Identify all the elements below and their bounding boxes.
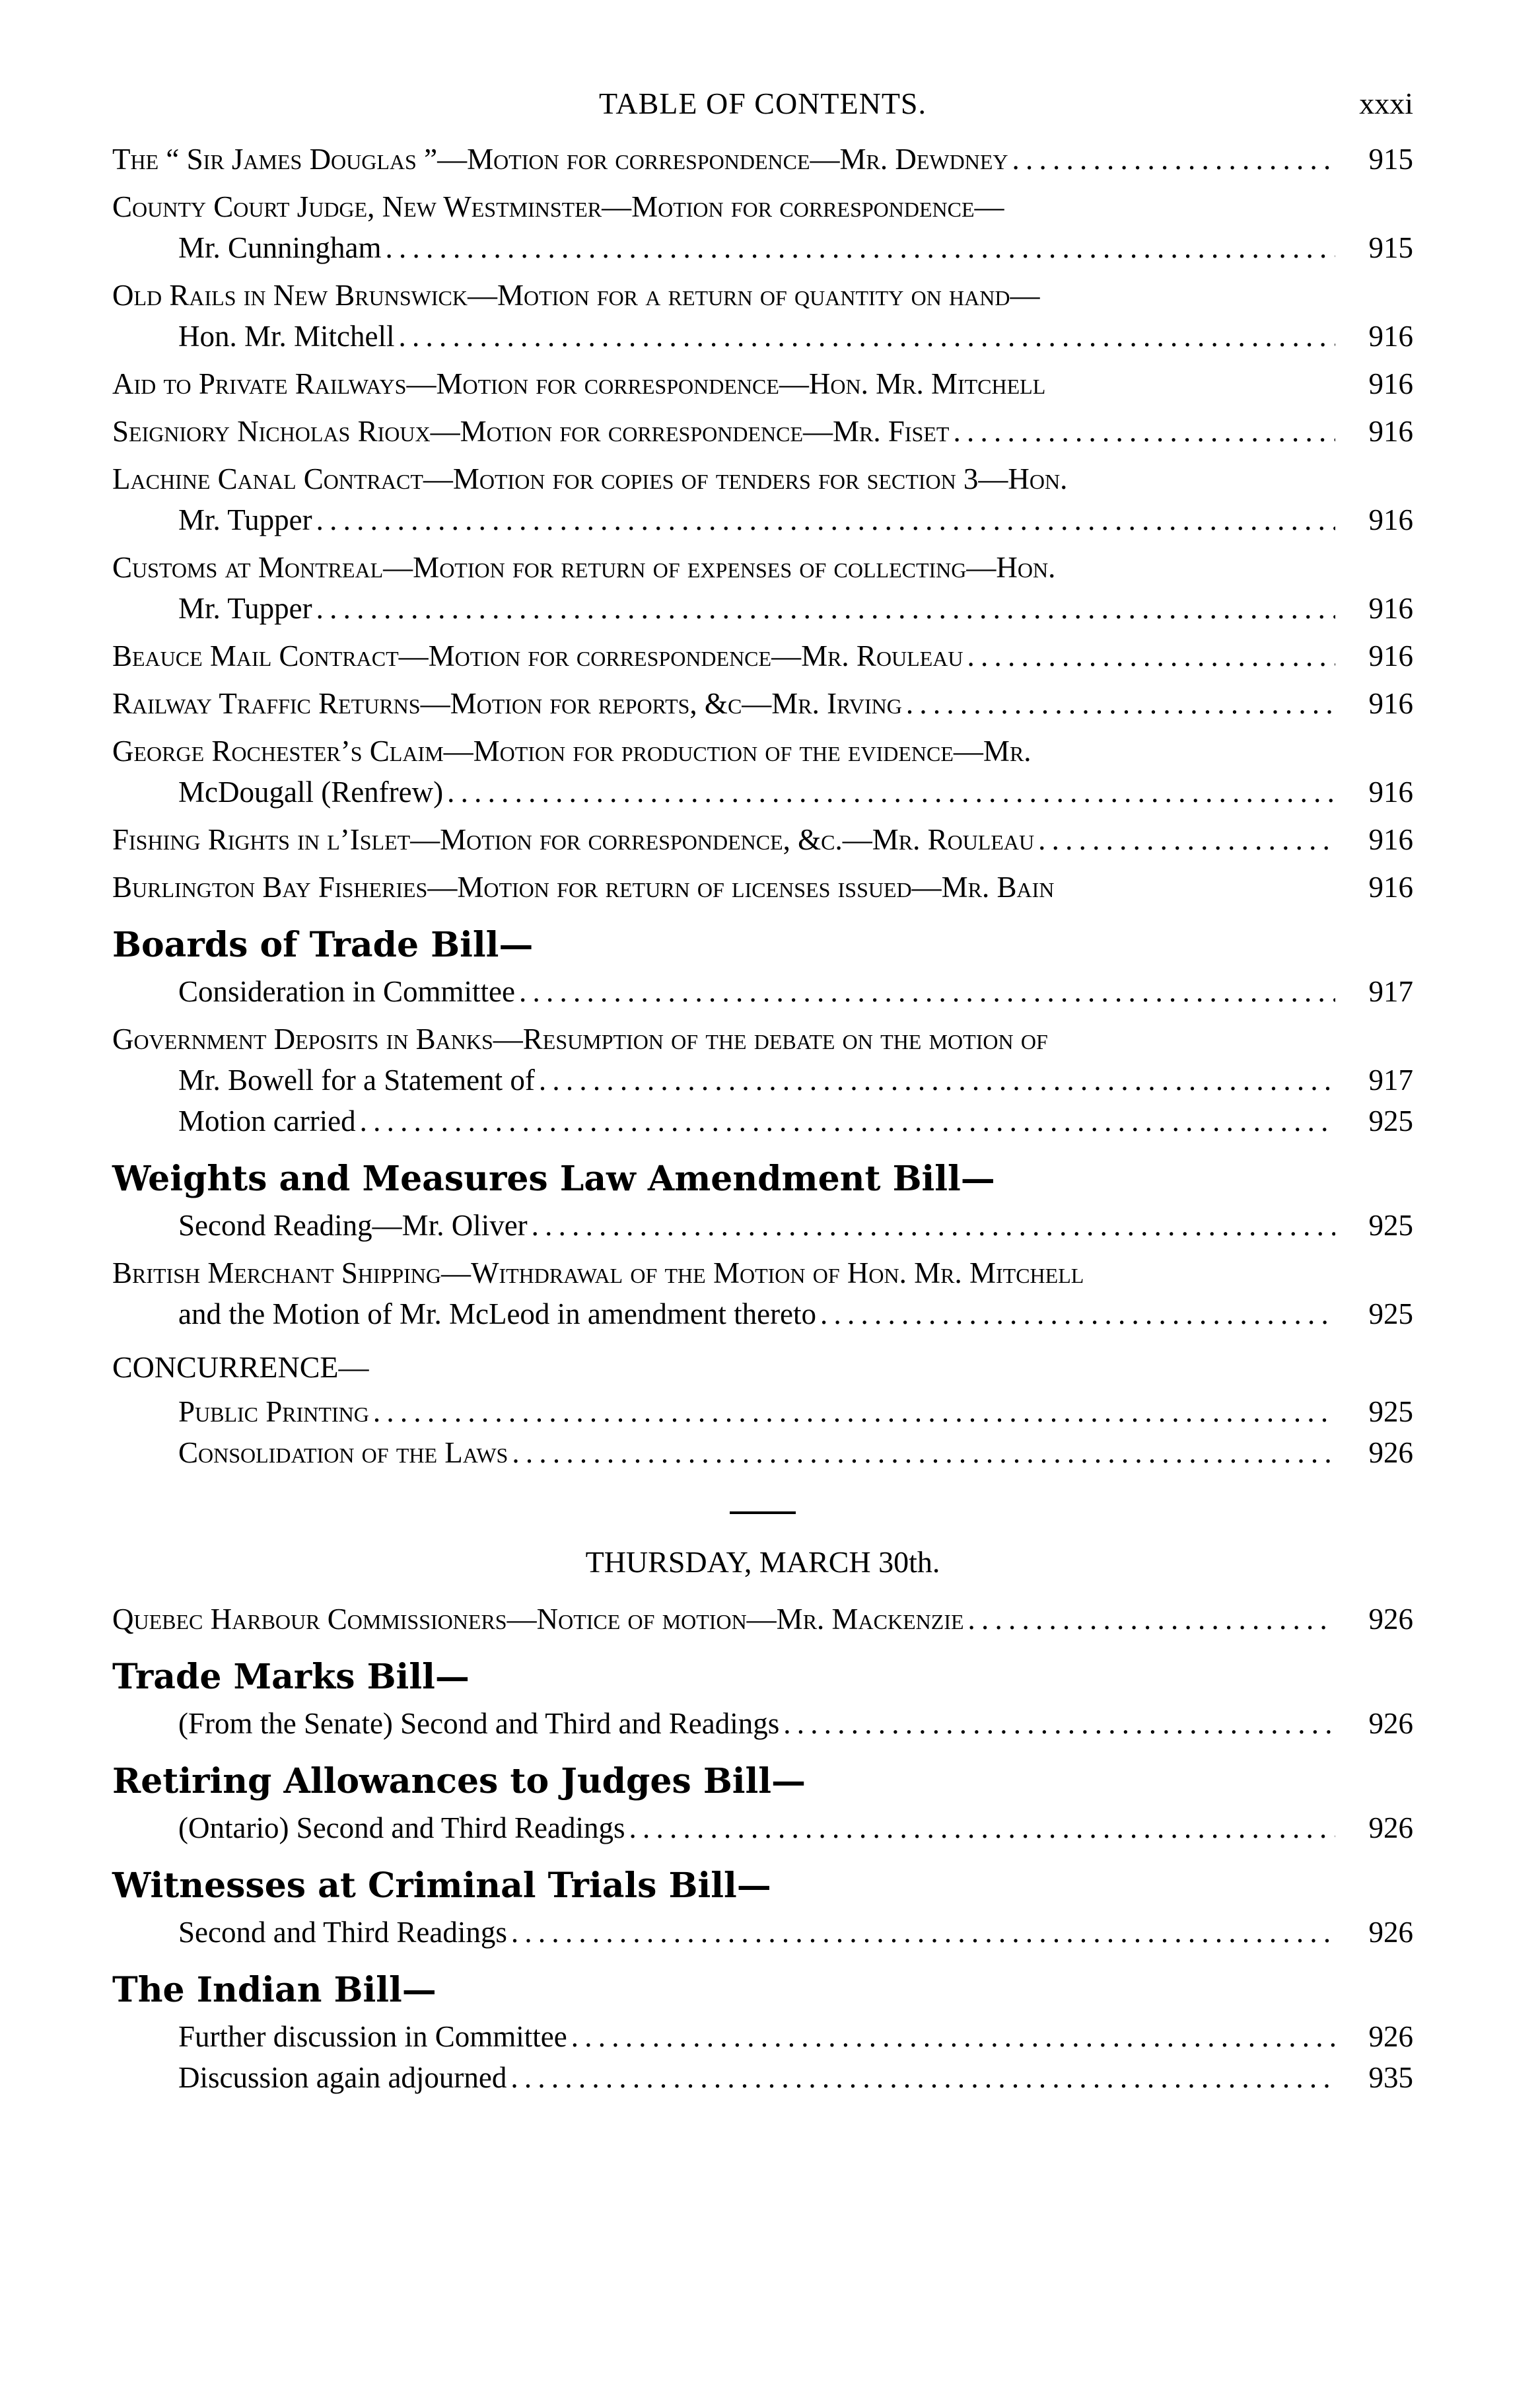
entry-page: 926 (1368, 1436, 1413, 1469)
entry-page: 916 (1368, 687, 1413, 720)
concurrence-heading: CONCURRENCE— (112, 1350, 369, 1384)
entry-page: 917 (1368, 975, 1413, 1008)
entry-text: British Merchant Shipping—Withdrawal of the Motion of Hon. Mr. Mitchell (112, 1256, 1084, 1289)
toc-subentry-public-printing (112, 1391, 1413, 1473)
section-divider (730, 1511, 796, 1514)
entry-text: Consolidation of the Laws (178, 1436, 508, 1469)
entry-page: 916 (1368, 503, 1413, 536)
leader-dots (820, 1293, 1335, 1334)
toc-entry-old-rails (112, 275, 1413, 357)
toc-entry-county-court-judge (112, 186, 1413, 268)
toc-entry-lachine-canal (112, 458, 1413, 540)
leader-dots (512, 1432, 1335, 1473)
entry-text: Lachine Canal Contract—Motion for copies of tenders for section 3—Hon. (112, 462, 1068, 495)
leader-dots (1038, 819, 1335, 860)
toc-entry-government-deposits (112, 1019, 1413, 1141)
leader-dots (510, 2057, 1335, 2098)
leader-dots (373, 1391, 1335, 1432)
leader-dots (539, 1060, 1335, 1101)
entry-text: (Ontario) Second and Third Readings (178, 1811, 625, 1844)
entry-text: The “ Sir James Douglas ”—Motion for correspondence—Mr. Dewdney (112, 143, 1008, 176)
entry-text: County Court Judge, New Westminster—Motion for correspondence— (112, 190, 1004, 223)
bill-title-retiring-allowances: Retiring Allowances to Judges Bill— (112, 1761, 806, 1801)
entry-text-cont: McDougall (Renfrew) (178, 776, 444, 809)
toc-entry-aid-private-railways (112, 363, 1413, 404)
entry-page: 916 (1368, 415, 1413, 448)
leader-dots (398, 316, 1335, 357)
entry-text-cont: Hon. Mr. Mitchell (178, 320, 395, 353)
entry-page: 926 (1368, 1811, 1413, 1844)
entry-page: 915 (1368, 143, 1413, 176)
bill-title-indian: The Indian Bill— (112, 1970, 437, 2010)
entry-text-cont: and the Motion of Mr. McLeod in amendment thereto (178, 1297, 817, 1330)
toc-entry-quebec-harbour (112, 1599, 1413, 1640)
entry-text: Discussion again adjourned (178, 2061, 507, 2094)
leader-dots (571, 2016, 1335, 2057)
toc-subentry-retiring-readings (112, 1807, 1413, 1848)
page-number: xxxi (1359, 87, 1413, 120)
leader-dots (316, 588, 1335, 629)
entry-page: 935 (1368, 2061, 1413, 2094)
entry-page: 925 (1368, 1209, 1413, 1242)
entry-text: Second and Third Readings (178, 1916, 507, 1949)
toc-page (112, 86, 1413, 2105)
toc-subentry-second-reading (112, 1205, 1413, 1246)
entry-page: 916 (1368, 871, 1413, 904)
entry-page: 926 (1368, 1603, 1413, 1636)
entry-text-cont: Mr. Tupper (178, 503, 312, 536)
entry-text-cont: Mr. Bowell for a Statement of (178, 1064, 535, 1097)
bill-title-boards-of-trade: Boards of Trade Bill— (112, 925, 534, 965)
leader-dots (953, 411, 1335, 452)
toc-entry-british-merchant (112, 1252, 1413, 1334)
leader-dots (783, 1703, 1335, 1744)
entry-text: Burlington Bay Fisheries—Motion for return of licenses issued—Mr. Bain (112, 871, 1055, 904)
entry-page: 916 (1368, 320, 1413, 353)
entry-page: 925 (1368, 1104, 1413, 1138)
entry-page: 916 (1368, 592, 1413, 625)
entry-page: 926 (1368, 2020, 1413, 2053)
bill-title-weights-measures: Weights and Measures Law Amendment Bill— (112, 1159, 995, 1199)
entry-text: Government Deposits in Banks—Resumption of the debate on the motion of (112, 1023, 1048, 1056)
entry-text: Second Reading—Mr. Oliver (178, 1209, 528, 1242)
leader-dots (1012, 139, 1336, 180)
leader-dots (629, 1807, 1335, 1848)
entry-text: Public Printing (178, 1395, 369, 1428)
leader-dots (967, 635, 1335, 676)
toc-entry-fishing-rights (112, 819, 1413, 860)
entry-text: Railway Traffic Returns—Motion for reports, &c—Mr. Irving (112, 687, 902, 720)
toc-entry-burlington-bay (112, 867, 1413, 908)
toc-entry-sir-james-douglas (112, 139, 1413, 180)
toc-entry-customs-montreal (112, 547, 1413, 629)
entry-page: 926 (1368, 1707, 1413, 1740)
entry-page: 915 (1368, 231, 1413, 264)
toc-subentry-witnesses-readings (112, 1912, 1413, 1953)
entry-text-cont: Mr. Cunningham (178, 231, 382, 264)
entry-page: 916 (1368, 776, 1413, 809)
toc-entry-railway-traffic (112, 683, 1413, 724)
leader-dots (447, 772, 1335, 813)
entry-page: 926 (1368, 1916, 1413, 1949)
leader-dots (532, 1205, 1335, 1246)
toc-subentry-indian (112, 2016, 1413, 2098)
leader-dots (519, 971, 1335, 1012)
entry-text: Further discussion in Committee (178, 2020, 567, 2053)
leader-dots (511, 1912, 1335, 1953)
toc-entry-seigniory-rioux (112, 411, 1413, 452)
entry-text: Fishing Rights in l’Islet—Motion for correspondence, &c.—Mr. Rouleau (112, 823, 1035, 856)
entry-text: (From the Senate) Second and Third and Readings (178, 1707, 780, 1740)
toc-entry-george-rochester (112, 731, 1413, 813)
leader-dots (968, 1599, 1335, 1640)
running-head (112, 86, 1413, 139)
entry-text: Customs at Montreal—Motion for return of expenses of collecting—Hon. (112, 551, 1056, 584)
bill-title-trade-marks: Trade Marks Bill— (112, 1657, 470, 1697)
leader-dots (906, 683, 1335, 724)
entry-page: 917 (1368, 1064, 1413, 1097)
entry-text: Seigniory Nicholas Rioux—Motion for correspondence—Mr. Fiset (112, 415, 950, 448)
entry-text: Motion carried (178, 1104, 356, 1138)
toc-subentry-consideration (112, 971, 1413, 1012)
page-title: TABLE OF CONTENTS. (598, 87, 927, 120)
entry-page: 916 (1368, 823, 1413, 856)
toc-entry-beauce-mail (112, 635, 1413, 676)
entry-page: 916 (1368, 639, 1413, 672)
toc-subentry-trade-marks-readings (112, 1703, 1413, 1744)
entry-page: 925 (1368, 1297, 1413, 1330)
entry-text-cont: Mr. Tupper (178, 592, 312, 625)
date-heading: THURSDAY, MARCH 30th. (585, 1545, 940, 1579)
leader-dots (316, 499, 1335, 540)
entry-text: Beauce Mail Contract—Motion for correspondence—Mr. Rouleau (112, 639, 963, 672)
entry-text: Quebec Harbour Commissioners—Notice of motion—Mr. Mackenzie (112, 1603, 964, 1636)
bill-title-witnesses: Witnesses at Criminal Trials Bill— (112, 1865, 771, 1906)
entry-text: Old Rails in New Brunswick—Motion for a return of quantity on hand— (112, 279, 1040, 312)
entry-text: George Rochester’s Claim—Motion for production of the evidence—Mr. (112, 735, 1032, 768)
entry-text: Aid to Private Railways—Motion for correspondence—Hon. Mr. Mitchell (112, 367, 1046, 400)
entry-page: 916 (1368, 367, 1413, 400)
entry-text: Consideration in Committee (178, 975, 515, 1008)
leader-dots (386, 227, 1335, 268)
entry-page: 925 (1368, 1395, 1413, 1428)
leader-dots (360, 1101, 1335, 1141)
